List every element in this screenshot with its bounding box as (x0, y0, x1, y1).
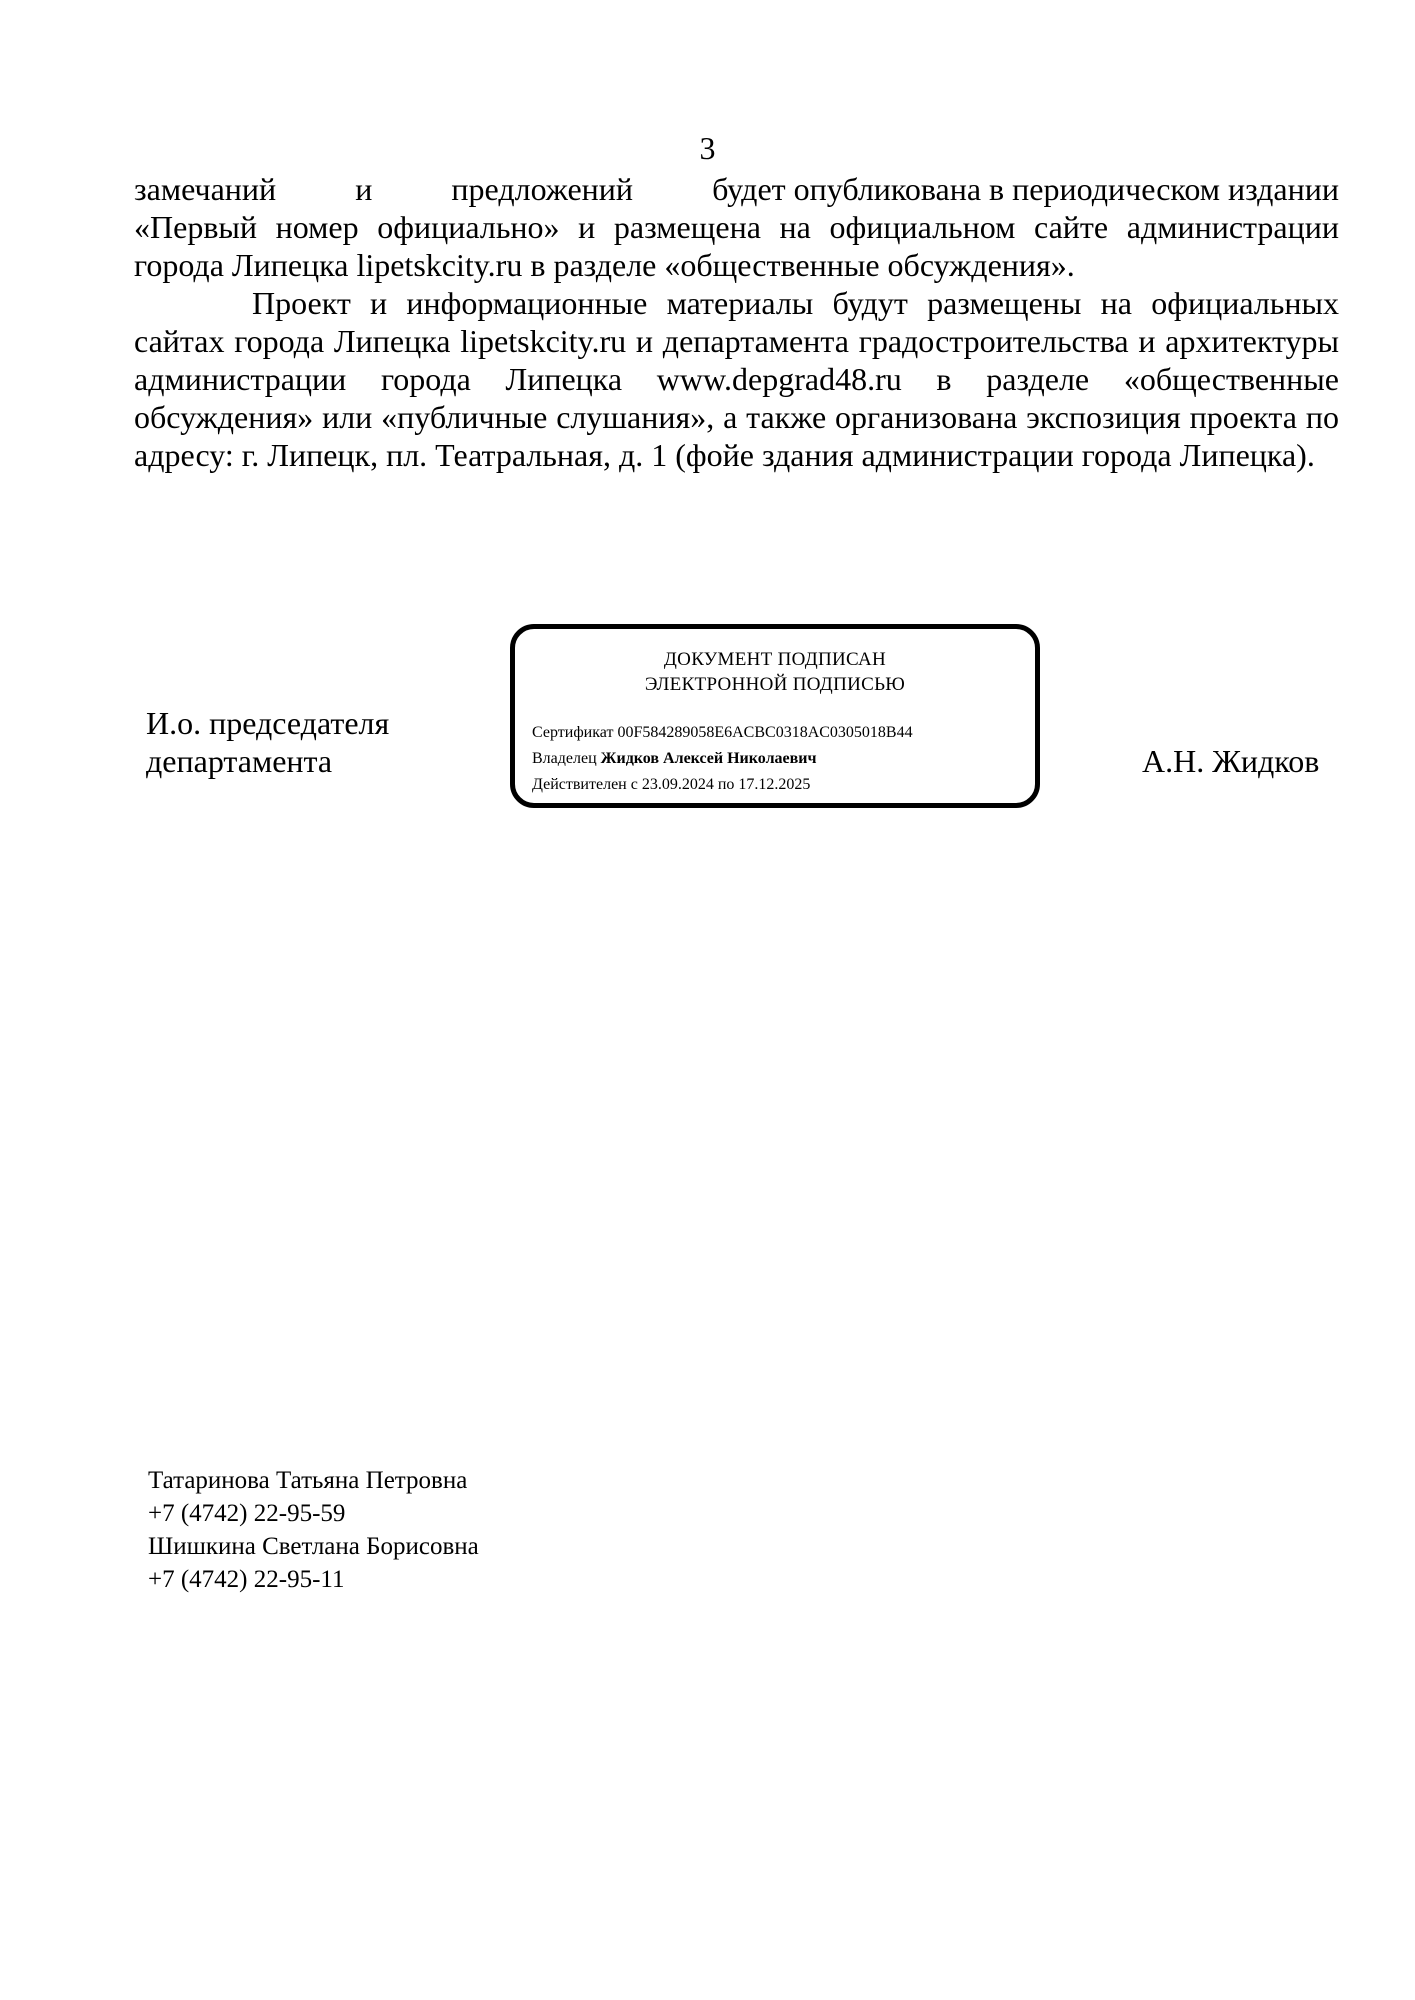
paragraph-2: Проект и информационные материалы будут размещены на официальных сайтах города Липецка lipetskcity.ru и департамента градостроительства и архитектуры администрации города Липецка www.depgrad48.ru в разделе «общественные обсуждения» или «публичные слушания», а также организована экспозиция проекта по адресу: г. Липецк, пл. Театральная, д. 1 (фойе здания администрации города Липецка). (134, 285, 1339, 473)
signer-position (146, 704, 389, 780)
stamp-certificate-row (532, 723, 913, 743)
paragraph-1-word: будет опубликована в периодическом издании (712, 171, 1339, 207)
stamp-owner-value: Жидков Алексей Николаевич (600, 750, 817, 767)
contacts-block (148, 1464, 479, 1596)
stamp-title-line2: ЭЛЕКТРОННОЙ ПОДПИСЬЮ (644, 674, 906, 695)
stamp-owner-label: Владелец (532, 750, 597, 767)
stamp-valid-to-label: по (717, 776, 735, 793)
signer-position-line1: И.о. председателя (146, 705, 390, 741)
signer-position-line2: департамента (146, 743, 333, 779)
contact-phone: +7 (4742) 22-95-11 (148, 1566, 345, 1593)
contact-name: Шишкина Светлана Борисовна (148, 1533, 479, 1560)
stamp-header (515, 647, 1035, 697)
paragraph-1-word: и (355, 171, 373, 207)
stamp-valid-to: 17.12.2025 (738, 776, 811, 793)
stamp-certificate-label: Сертификат (532, 724, 614, 741)
paragraph-1 (134, 170, 1339, 284)
document-body (134, 170, 1339, 474)
signer-name: А.Н. Жидков (1142, 743, 1320, 779)
stamp-title-line1: ДОКУМЕНТ ПОДПИСАН (663, 649, 887, 670)
contact-phone: +7 (4742) 22-95-59 (148, 1500, 346, 1527)
stamp-valid-from: 23.09.2024 (641, 776, 714, 793)
contact-name: Татаринова Татьяна Петровна (148, 1467, 468, 1494)
paragraph-1-word: замечаний (134, 171, 277, 207)
stamp-owner-row (532, 749, 817, 769)
stamp-valid-label: Действителен с (532, 776, 638, 793)
page-number: 3 (699, 130, 716, 166)
paragraph-1-word: предложений (451, 171, 634, 207)
electronic-signature-stamp (510, 624, 1040, 808)
paragraph-1-first-line (134, 170, 1339, 208)
stamp-validity-row (532, 775, 810, 795)
paragraph-1-rest: «Первый номер официально» и размещена на официальном сайте администрации города Липецка lipetskcity.ru в разделе «общественные обсуждения». (134, 209, 1339, 283)
stamp-certificate-value: 00F584289058E6ACBC0318AC0305018B44 (617, 724, 913, 741)
